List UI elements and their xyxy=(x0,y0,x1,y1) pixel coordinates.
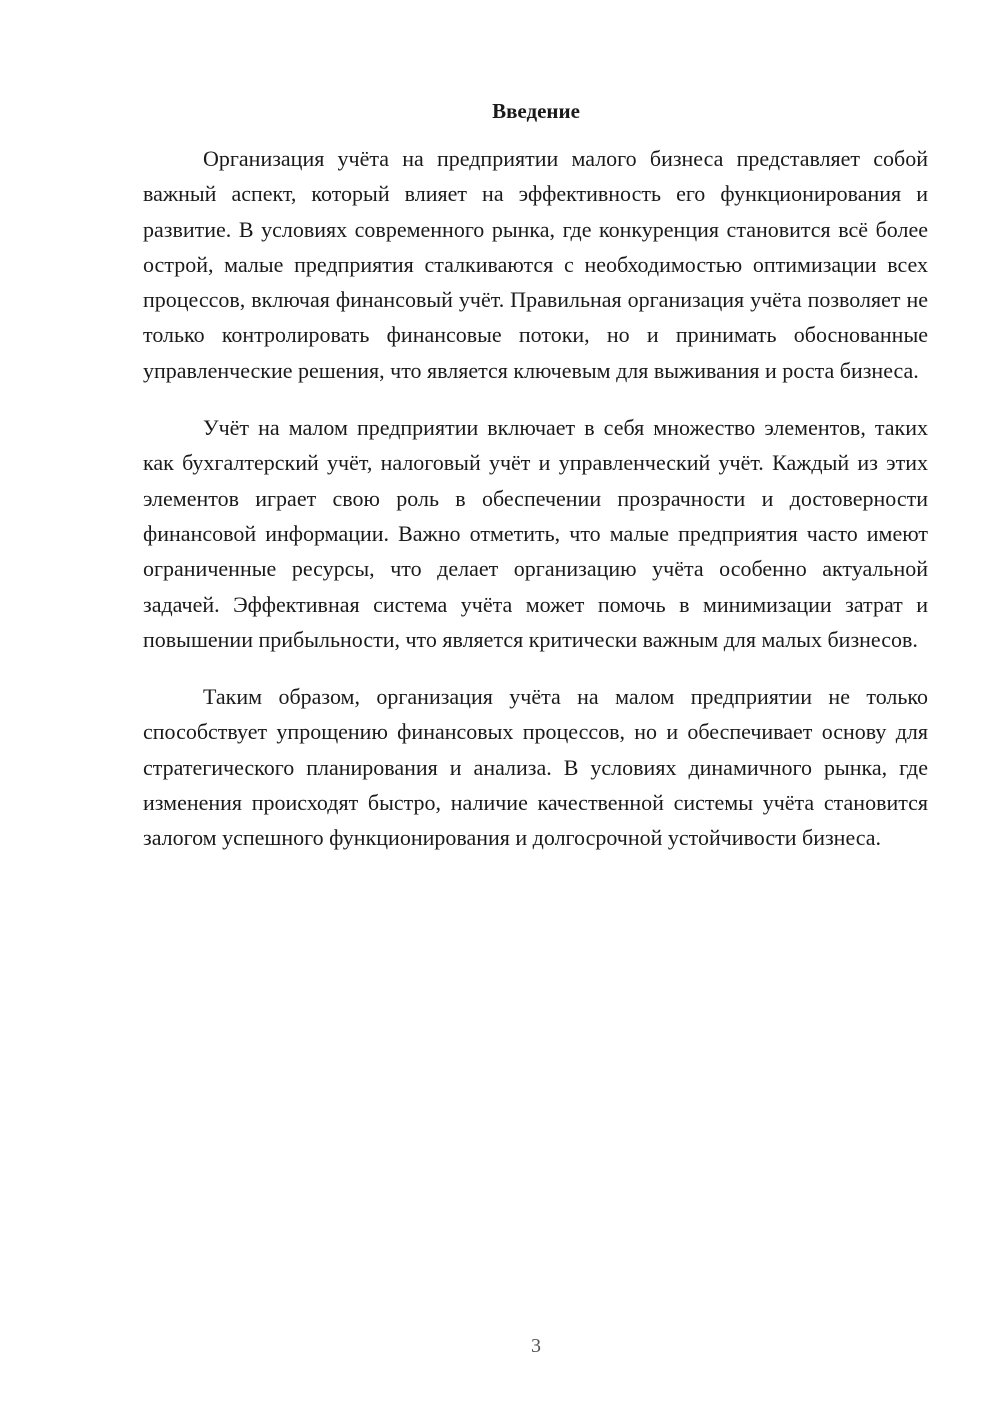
paragraph-2: Учёт на малом предприятии включает в себя множество элементов, таких как бухгалтерский учёт, налоговый учёт и управленческий учёт. Каждый из этих элементов играет свою роль в обеспечении прозрачности и достоверности финансовой информации. Важно отметить, что малые предприятия часто имеют ограниченные ресурсы, что делает организацию учёта особенно актуальной задачей. Эффективная система учёта может помочь в минимизации затрат и повышении прибыльности, что является критически важным для малых бизнесов. xyxy=(143,415,928,652)
paragraph-3: Таким образом, организация учёта на малом предприятии не только способствует упрощению финансовых процессов, но и обеспечивает основу для стратегического планирования и анализа. В условиях динамичного рынка, где изменения происходят быстро, наличие качественной системы учёта становится залогом успешного функционирования и долгосрочной устойчивости бизнеса. xyxy=(143,684,928,851)
paragraph-1: Организация учёта на предприятии малого бизнеса представляет собой важный аспект, который влияет на эффективность его функционирования и развитие. В условиях современного рынка, где конкуренция становится всё более острой, малые предприятия сталкиваются с необходимостью оптимизации всех процессов, включая финансовый учёт. Правильная организация учёта позволяет не только контролировать финансовые потоки, но и принимать обоснованные управленческие решения, что является ключевым для выживания и роста бизнеса. xyxy=(143,146,928,383)
section-title: Введение xyxy=(492,99,580,123)
page-number: 3 xyxy=(531,1335,541,1357)
body-text xyxy=(143,141,928,878)
